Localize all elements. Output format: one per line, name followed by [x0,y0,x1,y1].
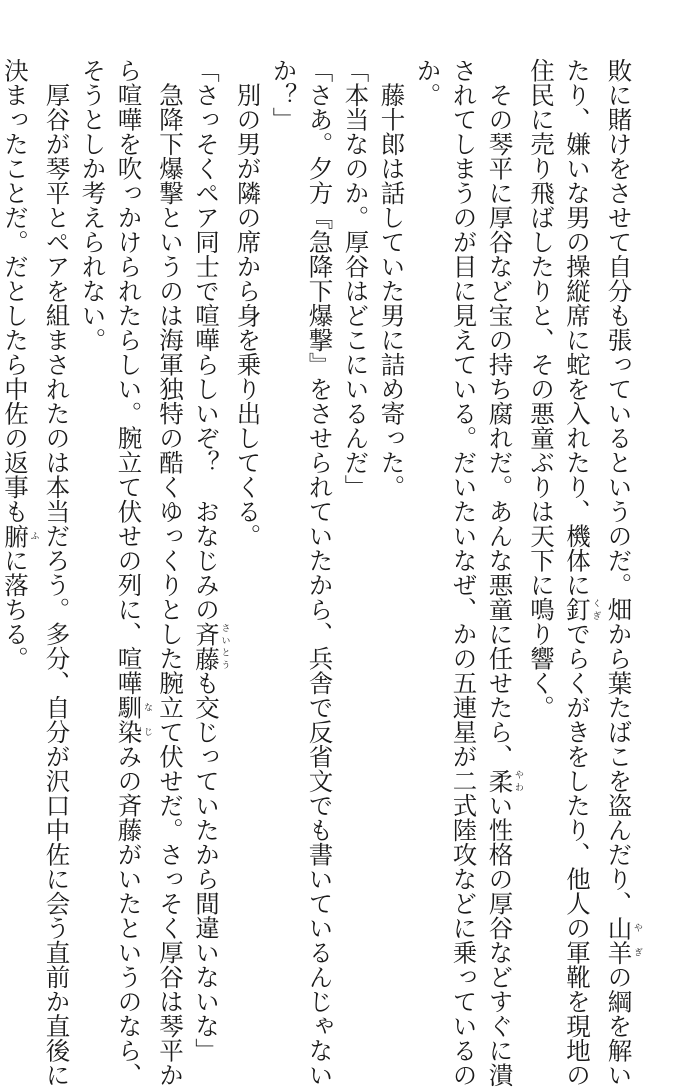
text-line-7: 藤十郎は話していた男に詰め寄った。 [377,58,407,499]
text-line-16: 厚谷が琴平とペアを組まされたのは本当だろう。多分、自分が沢口中佐に会う直前か直後に [42,58,72,1087]
text-line-12: 「さっそくペア同士で喧嘩らしいぞ？ おなじみの斉藤さいとうも交じっていたから間違いないな」 [192,58,230,1063]
furigana-saito: 斉藤さいとう [192,621,230,671]
text-line-17: 決まったことだ。だとしたら中佐の返事も腑ふに落ちる。 [1,58,39,671]
text-line-8: 「本当なのか。厚谷はどこにいるんだ」 [341,58,371,499]
furigana-reading-yagi: やぎ [632,915,642,965]
text-line-1: 敗に賭けをさせて自分も張っているというのだ。畑から葉たばこを盗んだり、山羊やぎの綱を解い [604,58,642,1087]
furigana-yagi: 山羊やぎ [604,915,642,965]
vertical-text-block [1,58,642,1087]
furigana-kugi: 釘くぎ [563,597,601,622]
text-line-10: か？」 [269,58,299,132]
furigana-reading-naji: なじ [142,695,152,744]
text-line-4: その琴平に厚谷など宝の持ち腐れだ。あんな悪童に任せたら、柔やわい性格の厚谷などすぐに潰 [485,58,523,1087]
text-line-11: 別の男が隣の席から身を乗り出してくる。 [233,58,263,548]
text-line-9: 「さあ。夕方『急降下爆撃』をさせられていたから、兵舎で反省文でも書いているんじゃない [305,58,335,1087]
furigana-reading-saito: さいとう [219,621,230,671]
text-line-5: されてしまうのが目に見えている。だいたいなぜ、かの五連星が二式陸攻などに乗っているの [449,58,479,1087]
furigana-fu: 腑ふ [1,523,39,548]
text-line-14: ら喧嘩を吹っかけられたらしい。腕立て伏せの列に、喧嘩馴染なじみの斉藤がいたというのなら、 [114,58,152,1087]
furigana-reading-fu: ふ [28,523,39,548]
furigana-reading-yawa: やわ [513,768,523,793]
text-line-6: か。 [413,58,443,107]
text-line-15: そうとしか考えられない。 [78,58,108,352]
furigana-naji: 馴染なじ [114,695,152,744]
furigana-reading-kugi: くぎ [590,597,601,622]
text-line-13: 急降下爆撃というのは海軍独特の酷くゆっくりとした腕立て伏せだ。さっそく厚谷は琴平か [156,58,185,1087]
text-line-2: たり、嫌いな男の操縦席に蛇を入れたり、機体に釘くぎでらくがきをしたり、他人の軍靴を現地の [563,58,601,1087]
furigana-yawa: 柔やわ [485,768,523,793]
text-line-3: 住民に売り飛ばしたりと、その悪童ぶりは天下に鳴り響く。 [527,58,556,720]
